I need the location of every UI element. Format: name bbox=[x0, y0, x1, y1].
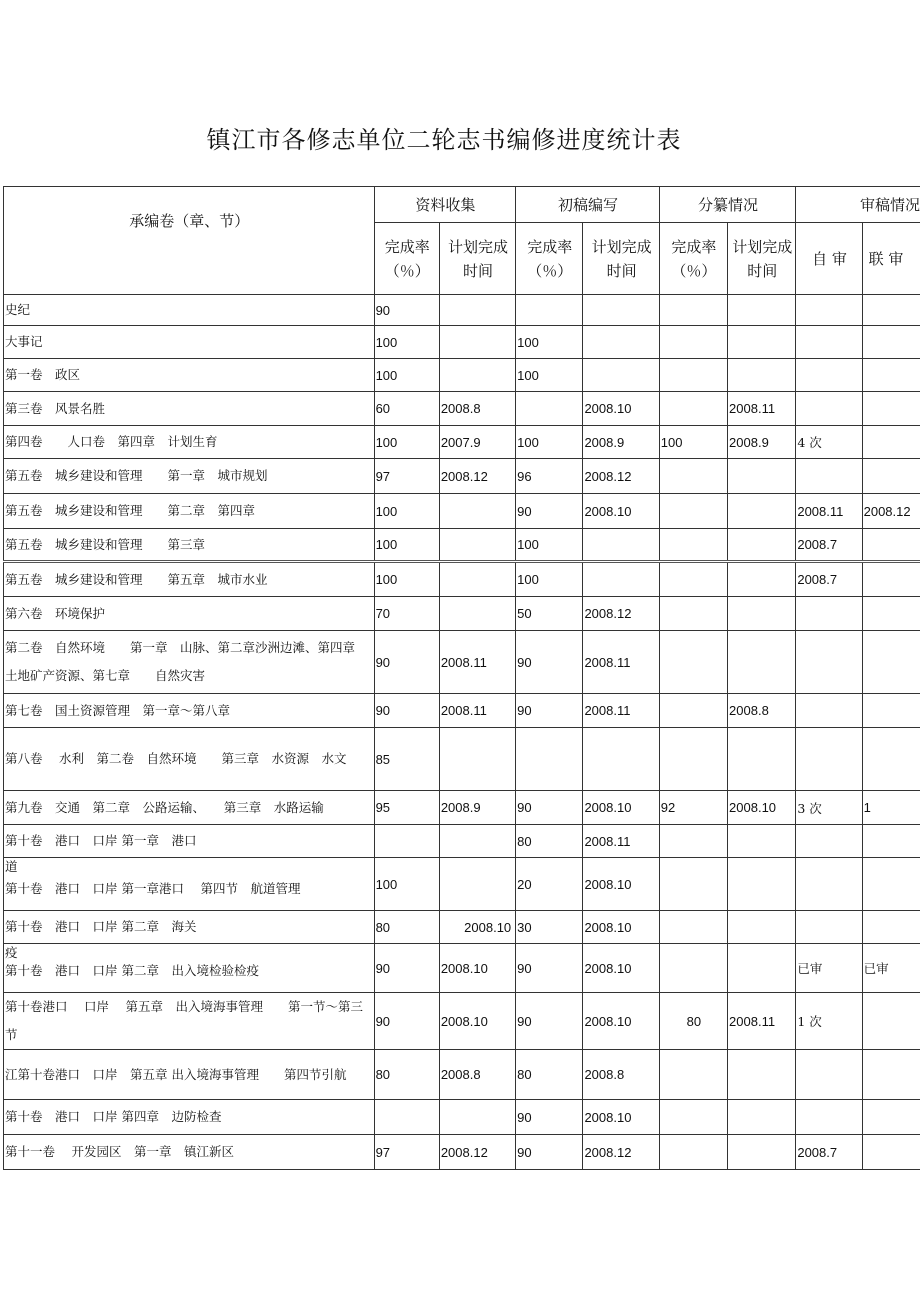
value-cell: 2008.9 bbox=[439, 791, 515, 825]
value-cell: 2008.7 bbox=[796, 1135, 862, 1170]
volume-cell: 第十卷港口 口岸 第五章 出入境海事管理 第一节～第三节 bbox=[4, 993, 375, 1050]
value-cell: 2008.12 bbox=[862, 494, 920, 529]
table-row bbox=[4, 1135, 920, 1170]
value-cell bbox=[659, 858, 727, 911]
value-cell bbox=[583, 728, 659, 791]
value-cell bbox=[659, 728, 727, 791]
volume-cell: 第三卷 风景名胜 bbox=[4, 392, 375, 426]
value-cell bbox=[862, 993, 920, 1050]
value-cell bbox=[862, 858, 920, 911]
volume-cell-line: 第十卷 港口 口岸 第一章港口 第四节 航道管理 bbox=[5, 881, 301, 896]
table-row bbox=[4, 825, 920, 858]
value-cell: 2008.10 bbox=[583, 392, 659, 426]
header-group-draft: 初稿编写 bbox=[516, 187, 660, 223]
value-cell: 60 bbox=[374, 392, 439, 426]
value-cell: 80 bbox=[516, 825, 583, 858]
value-cell bbox=[374, 825, 439, 858]
value-cell: 2008.10 bbox=[439, 993, 515, 1050]
value-cell: 90 bbox=[516, 993, 583, 1050]
volume-cell: 第五卷 城乡建设和管理 第五章 城市水业 bbox=[4, 562, 375, 597]
value-cell: 100 bbox=[516, 426, 583, 459]
value-cell bbox=[728, 597, 796, 631]
value-cell bbox=[728, 1135, 796, 1170]
value-cell: 2008.10 bbox=[583, 993, 659, 1050]
value-cell: 2008.11 bbox=[439, 694, 515, 728]
value-cell bbox=[439, 529, 515, 562]
value-cell: 80 bbox=[659, 993, 727, 1050]
value-cell: 2008.10 bbox=[439, 911, 515, 944]
value-cell: 90 bbox=[374, 631, 439, 694]
table-row bbox=[4, 562, 920, 597]
value-cell: 2008.8 bbox=[439, 1050, 515, 1100]
value-cell bbox=[659, 1100, 727, 1135]
value-cell: 2008.10 bbox=[439, 944, 515, 993]
value-cell bbox=[728, 529, 796, 562]
value-cell: 85 bbox=[374, 728, 439, 791]
value-cell: 2008.11 bbox=[728, 392, 796, 426]
value-cell: 100 bbox=[516, 529, 583, 562]
value-cell bbox=[516, 728, 583, 791]
volume-cell-line: 道 bbox=[5, 859, 18, 874]
value-cell bbox=[659, 825, 727, 858]
table-row bbox=[4, 326, 920, 359]
header-plan: 计划完成时间 bbox=[583, 223, 659, 295]
value-cell: 2008.12 bbox=[439, 1135, 515, 1170]
value-cell: 3 次 bbox=[796, 791, 862, 825]
volume-cell-line: 疫 bbox=[5, 945, 18, 960]
value-cell: 2008.11 bbox=[796, 494, 862, 529]
value-cell bbox=[796, 728, 862, 791]
value-cell bbox=[439, 326, 515, 359]
value-cell: 100 bbox=[374, 326, 439, 359]
header-plan: 计划完成时间 bbox=[439, 223, 515, 295]
value-cell: 80 bbox=[516, 1050, 583, 1100]
value-cell bbox=[659, 459, 727, 494]
table-row bbox=[4, 993, 920, 1050]
value-cell bbox=[796, 392, 862, 426]
value-cell: 100 bbox=[374, 529, 439, 562]
value-cell: 2008.10 bbox=[728, 791, 796, 825]
value-cell bbox=[659, 944, 727, 993]
value-cell bbox=[862, 694, 920, 728]
table-row bbox=[4, 426, 920, 459]
value-cell: 2008.10 bbox=[583, 911, 659, 944]
value-cell bbox=[583, 359, 659, 392]
header-joint-review: 联 审 bbox=[862, 223, 920, 295]
value-cell: 100 bbox=[374, 359, 439, 392]
value-cell bbox=[728, 825, 796, 858]
value-cell bbox=[659, 1135, 727, 1170]
value-cell: 92 bbox=[659, 791, 727, 825]
value-cell bbox=[374, 1100, 439, 1135]
progress-table bbox=[3, 186, 920, 1170]
value-cell bbox=[439, 295, 515, 326]
header-group-collect: 资料收集 bbox=[374, 187, 516, 223]
volume-cell: 第十卷 港口 口岸 第二章 海关 bbox=[4, 911, 375, 944]
value-cell bbox=[796, 359, 862, 392]
value-cell bbox=[439, 728, 515, 791]
volume-cell bbox=[4, 944, 375, 993]
volume-cell: 第一卷 政区 bbox=[4, 359, 375, 392]
table-row bbox=[4, 631, 920, 694]
value-cell: 2008.9 bbox=[728, 426, 796, 459]
value-cell: 90 bbox=[516, 694, 583, 728]
value-cell: 2008.10 bbox=[583, 858, 659, 911]
value-cell: 2007.9 bbox=[439, 426, 515, 459]
header-rate: 完成率（％） bbox=[659, 223, 727, 295]
value-cell bbox=[516, 392, 583, 426]
volume-cell: 江第十卷港口 口岸 第五章 出入境海事管理 第四节引航 bbox=[4, 1050, 375, 1100]
value-cell bbox=[796, 694, 862, 728]
value-cell: 80 bbox=[374, 1050, 439, 1100]
value-cell bbox=[516, 295, 583, 326]
value-cell bbox=[659, 1050, 727, 1100]
value-cell bbox=[796, 326, 862, 359]
page-title: 镇江市各修志单位二轮志书编修进度统计表 bbox=[206, 126, 682, 154]
value-cell bbox=[796, 459, 862, 494]
value-cell: 2008.11 bbox=[728, 993, 796, 1050]
value-cell bbox=[659, 597, 727, 631]
value-cell bbox=[796, 1050, 862, 1100]
value-cell bbox=[659, 911, 727, 944]
value-cell bbox=[728, 459, 796, 494]
value-cell: 97 bbox=[374, 459, 439, 494]
value-cell bbox=[728, 326, 796, 359]
value-cell: 97 bbox=[374, 1135, 439, 1170]
value-cell: 100 bbox=[374, 426, 439, 459]
value-cell bbox=[659, 326, 727, 359]
value-cell: 已审 bbox=[862, 944, 920, 993]
volume-cell: 第八卷 水利 第二卷 自然环境 第三章 水资源 水文 bbox=[4, 728, 375, 791]
value-cell bbox=[796, 631, 862, 694]
volume-cell: 第二卷 自然环境 第一章 山脉、第二章沙洲边滩、第四章 土地矿产资源、第七章 自然灾害 bbox=[4, 631, 375, 694]
value-cell: 2008.11 bbox=[583, 631, 659, 694]
value-cell bbox=[728, 944, 796, 993]
value-cell: 2008.10 bbox=[583, 494, 659, 529]
value-cell: 100 bbox=[516, 562, 583, 597]
volume-cell: 第九卷 交通 第二章 公路运输、 第三章 水路运输 bbox=[4, 791, 375, 825]
table-row bbox=[4, 791, 920, 825]
value-cell: 100 bbox=[659, 426, 727, 459]
table-row bbox=[4, 359, 920, 392]
value-cell: 90 bbox=[374, 295, 439, 326]
value-cell: 96 bbox=[516, 459, 583, 494]
value-cell bbox=[583, 562, 659, 597]
volume-cell: 第五卷 城乡建设和管理 第三章 bbox=[4, 529, 375, 562]
volume-cell: 第六卷 环境保护 bbox=[4, 597, 375, 631]
value-cell bbox=[796, 1100, 862, 1135]
value-cell: 70 bbox=[374, 597, 439, 631]
value-cell: 1 bbox=[862, 791, 920, 825]
value-cell: 90 bbox=[374, 694, 439, 728]
value-cell: 100 bbox=[516, 326, 583, 359]
volume-cell: 史纪 bbox=[4, 295, 375, 326]
value-cell bbox=[862, 631, 920, 694]
value-cell bbox=[728, 494, 796, 529]
value-cell bbox=[728, 295, 796, 326]
value-cell: 20 bbox=[516, 858, 583, 911]
value-cell bbox=[439, 359, 515, 392]
value-cell bbox=[862, 392, 920, 426]
value-cell bbox=[659, 494, 727, 529]
table-row bbox=[4, 694, 920, 728]
value-cell: 4 次 bbox=[796, 426, 862, 459]
value-cell bbox=[659, 694, 727, 728]
value-cell bbox=[659, 631, 727, 694]
value-cell bbox=[728, 911, 796, 944]
value-cell: 90 bbox=[516, 1135, 583, 1170]
value-cell bbox=[862, 597, 920, 631]
value-cell bbox=[659, 529, 727, 562]
value-cell bbox=[439, 494, 515, 529]
value-cell: 2008.10 bbox=[583, 791, 659, 825]
value-cell: 2008.8 bbox=[583, 1050, 659, 1100]
value-cell bbox=[862, 295, 920, 326]
value-cell: 2008.10 bbox=[583, 944, 659, 993]
value-cell bbox=[659, 359, 727, 392]
value-cell bbox=[659, 562, 727, 597]
value-cell bbox=[439, 562, 515, 597]
value-cell bbox=[862, 825, 920, 858]
value-cell bbox=[796, 858, 862, 911]
value-cell bbox=[862, 359, 920, 392]
value-cell: 90 bbox=[374, 993, 439, 1050]
table-row bbox=[4, 459, 920, 494]
table-row bbox=[4, 529, 920, 562]
value-cell: 90 bbox=[516, 944, 583, 993]
table-row bbox=[4, 392, 920, 426]
table-row bbox=[4, 858, 920, 911]
value-cell bbox=[439, 858, 515, 911]
value-cell bbox=[862, 426, 920, 459]
value-cell: 90 bbox=[516, 1100, 583, 1135]
value-cell: 1 次 bbox=[796, 993, 862, 1050]
value-cell: 100 bbox=[516, 359, 583, 392]
value-cell bbox=[583, 326, 659, 359]
header-rate: 完成率（％） bbox=[374, 223, 439, 295]
value-cell bbox=[728, 631, 796, 694]
value-cell bbox=[796, 295, 862, 326]
value-cell: 95 bbox=[374, 791, 439, 825]
value-cell bbox=[796, 825, 862, 858]
value-cell: 100 bbox=[374, 494, 439, 529]
volume-cell bbox=[4, 858, 375, 911]
value-cell: 90 bbox=[516, 494, 583, 529]
value-cell: 2008.12 bbox=[583, 597, 659, 631]
value-cell: 2008.11 bbox=[583, 825, 659, 858]
table-row bbox=[4, 597, 920, 631]
value-cell bbox=[659, 392, 727, 426]
value-cell bbox=[796, 597, 862, 631]
value-cell bbox=[862, 1135, 920, 1170]
value-cell bbox=[862, 728, 920, 791]
value-cell bbox=[862, 1050, 920, 1100]
volume-cell: 第十卷 港口 口岸 第四章 边防检查 bbox=[4, 1100, 375, 1135]
value-cell bbox=[862, 1100, 920, 1135]
volume-cell: 第四卷 人口卷 第四章 计划生育 bbox=[4, 426, 375, 459]
table-row bbox=[4, 911, 920, 944]
value-cell: 2008.12 bbox=[583, 459, 659, 494]
value-cell: 已审 bbox=[796, 944, 862, 993]
value-cell: 2008.7 bbox=[796, 529, 862, 562]
header-group-compile: 分纂情况 bbox=[659, 187, 796, 223]
volume-cell: 第五卷 城乡建设和管理 第一章 城市规划 bbox=[4, 459, 375, 494]
value-cell bbox=[862, 562, 920, 597]
header-group-review: 审稿情况 bbox=[796, 187, 920, 223]
header-volume: 承编卷（章、节） bbox=[4, 187, 375, 295]
header-plan: 计划完成时间 bbox=[728, 223, 796, 295]
value-cell bbox=[728, 1050, 796, 1100]
value-cell: 100 bbox=[374, 562, 439, 597]
value-cell bbox=[862, 529, 920, 562]
volume-cell: 第十一卷 开发园区 第一章 镇江新区 bbox=[4, 1135, 375, 1170]
value-cell bbox=[728, 1100, 796, 1135]
value-cell bbox=[862, 326, 920, 359]
value-cell bbox=[439, 597, 515, 631]
volume-cell: 第七卷 国土资源管理 第一章～第八章 bbox=[4, 694, 375, 728]
table-row bbox=[4, 944, 920, 993]
value-cell bbox=[862, 911, 920, 944]
value-cell: 90 bbox=[374, 944, 439, 993]
value-cell bbox=[728, 858, 796, 911]
header-self-review: 自 审 bbox=[796, 223, 862, 295]
value-cell bbox=[862, 459, 920, 494]
value-cell bbox=[583, 295, 659, 326]
value-cell: 2008.10 bbox=[583, 1100, 659, 1135]
table-row bbox=[4, 728, 920, 791]
value-cell bbox=[583, 529, 659, 562]
value-cell: 2008.7 bbox=[796, 562, 862, 597]
value-cell: 80 bbox=[374, 911, 439, 944]
header-rate: 完成率（％） bbox=[516, 223, 583, 295]
volume-cell-line: 第十卷 港口 口岸 第二章 出入境检验检疫 bbox=[5, 963, 259, 978]
value-cell bbox=[439, 825, 515, 858]
value-cell: 2008.9 bbox=[583, 426, 659, 459]
table-row bbox=[4, 1100, 920, 1135]
value-cell bbox=[728, 359, 796, 392]
value-cell: 2008.12 bbox=[583, 1135, 659, 1170]
table-row bbox=[4, 494, 920, 529]
value-cell bbox=[796, 911, 862, 944]
value-cell: 2008.11 bbox=[439, 631, 515, 694]
value-cell: 90 bbox=[516, 631, 583, 694]
table-row bbox=[4, 1050, 920, 1100]
value-cell: 30 bbox=[516, 911, 583, 944]
value-cell bbox=[439, 1100, 515, 1135]
table-row bbox=[4, 295, 920, 326]
value-cell bbox=[728, 728, 796, 791]
volume-cell: 大事记 bbox=[4, 326, 375, 359]
value-cell: 2008.12 bbox=[439, 459, 515, 494]
value-cell: 50 bbox=[516, 597, 583, 631]
value-cell bbox=[659, 295, 727, 326]
value-cell: 2008.8 bbox=[728, 694, 796, 728]
volume-cell: 第五卷 城乡建设和管理 第二章 第四章 bbox=[4, 494, 375, 529]
volume-cell: 第十卷 港口 口岸 第一章 港口 bbox=[4, 825, 375, 858]
value-cell: 2008.11 bbox=[583, 694, 659, 728]
value-cell: 100 bbox=[374, 858, 439, 911]
value-cell bbox=[728, 562, 796, 597]
value-cell: 90 bbox=[516, 791, 583, 825]
value-cell: 2008.8 bbox=[439, 392, 515, 426]
